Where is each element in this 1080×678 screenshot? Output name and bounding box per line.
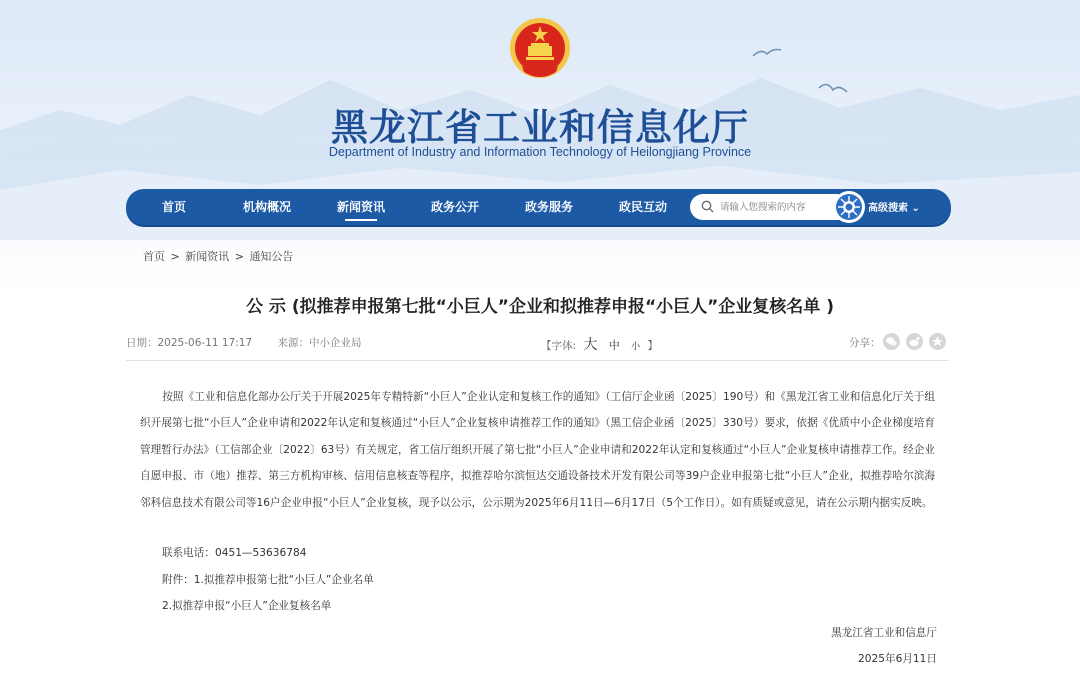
font-size-control xyxy=(541,334,658,354)
article-body xyxy=(140,384,935,516)
font-large-button[interactable]: 大 xyxy=(583,337,598,353)
breadcrumb-separator: > xyxy=(170,250,180,263)
signature-date: 2025年6月11日 xyxy=(858,653,937,665)
article-date: 日期：2025-06-11 17:17 xyxy=(126,337,253,349)
breadcrumb-separator: > xyxy=(234,250,244,263)
site-subtitle: Department of Industry and Information Technology of Heilongjiang Province xyxy=(328,145,752,159)
weibo-share-icon[interactable] xyxy=(906,333,923,350)
breadcrumb xyxy=(143,248,295,264)
signature-org: 黑龙江省工业和信息厅 xyxy=(831,627,937,639)
attachment-2[interactable]: 2.拟推荐申报“小巨人”企业复核名单 xyxy=(162,600,332,612)
font-size-label-close: 】 xyxy=(647,340,658,352)
search-box xyxy=(690,194,850,220)
nav-item-interaction[interactable]: 政民互动 xyxy=(618,200,667,214)
breadcrumb-news[interactable]: 新闻资讯 xyxy=(185,250,230,263)
share-label: 分享： xyxy=(849,337,881,349)
article-meta xyxy=(126,335,361,350)
nav-item-home[interactable]: 首页 xyxy=(161,200,186,214)
nav-item-government-services[interactable]: 政务服务 xyxy=(524,200,573,214)
font-medium-button[interactable]: 中 xyxy=(608,339,620,352)
meta-divider xyxy=(126,360,949,361)
font-size-label: 【字体: xyxy=(541,340,577,352)
contact-phone: 联系电话：0451—53636784 xyxy=(162,547,307,559)
site-title: 黑龙江省工业和信息化厅 xyxy=(331,106,749,149)
emblem-search-icon[interactable] xyxy=(832,190,866,224)
nav-item-open-government[interactable]: 政务公开 xyxy=(430,200,479,214)
article-paragraph: 按照《工业和信息化部办公厅关于开展2025年专精特新“小巨人”企业认定和复核工作的通知》（工信厅企业函〔2025〕190号）和《黑龙江省工业和信息化厅关于组织开展第七批“小巨人”企业申请和2022年认定和复核通过“小巨人”企业复核申请推荐工作的通知》（黑工信企业函〔2025〕330号）要求，依据《优质中小企业梯度培育管理暂行办法》（工信部企业〔2022〕63号）有关规定，省工信厅组织开展了第七批“小巨人”企业申请和2022年认定和复核通过“小巨人”企业复核申请推荐工作。经企业自愿申报、市（地）推荐、第三方机构审核、信用信息核查等程序，拟推荐哈尔滨恒达交通设备技术开发有限公司等39户企业申报第七批“小巨人”企业，拟推荐哈尔滨海邻科信息技术有限公司等16户企业申报“小巨人”企业复核，现予以公示，公示期为2025年6月11日—6月17日（5个工作日）。如有质疑或意见，请在公示期内据实反映。 xyxy=(140,391,935,509)
search-input[interactable] xyxy=(720,198,830,216)
breadcrumb-notices[interactable]: 通知公告 xyxy=(249,250,294,263)
attachment-1[interactable]: 附件：1.拟推荐申报第七批“小巨人”企业名单 xyxy=(162,574,374,586)
search-icon[interactable] xyxy=(701,200,714,213)
nav-item-about[interactable]: 机构概况 xyxy=(242,200,291,214)
wechat-share-icon[interactable] xyxy=(883,333,900,350)
breadcrumb-home[interactable]: 首页 xyxy=(143,250,165,263)
national-emblem-icon xyxy=(508,16,572,82)
article-title: 公 示 (拟推荐申报第七批“小巨人”企业和拟推荐申报“小巨人”企业复核名单 ) xyxy=(246,297,834,317)
favorite-share-icon[interactable] xyxy=(929,333,946,350)
article-source: 来源：中小企业局 xyxy=(277,337,362,349)
nav-item-news[interactable]: 新闻资讯 xyxy=(328,189,394,225)
advanced-search-link[interactable]: 高级搜索 ⌄ xyxy=(868,203,920,214)
font-small-button[interactable]: 小 xyxy=(631,342,641,352)
